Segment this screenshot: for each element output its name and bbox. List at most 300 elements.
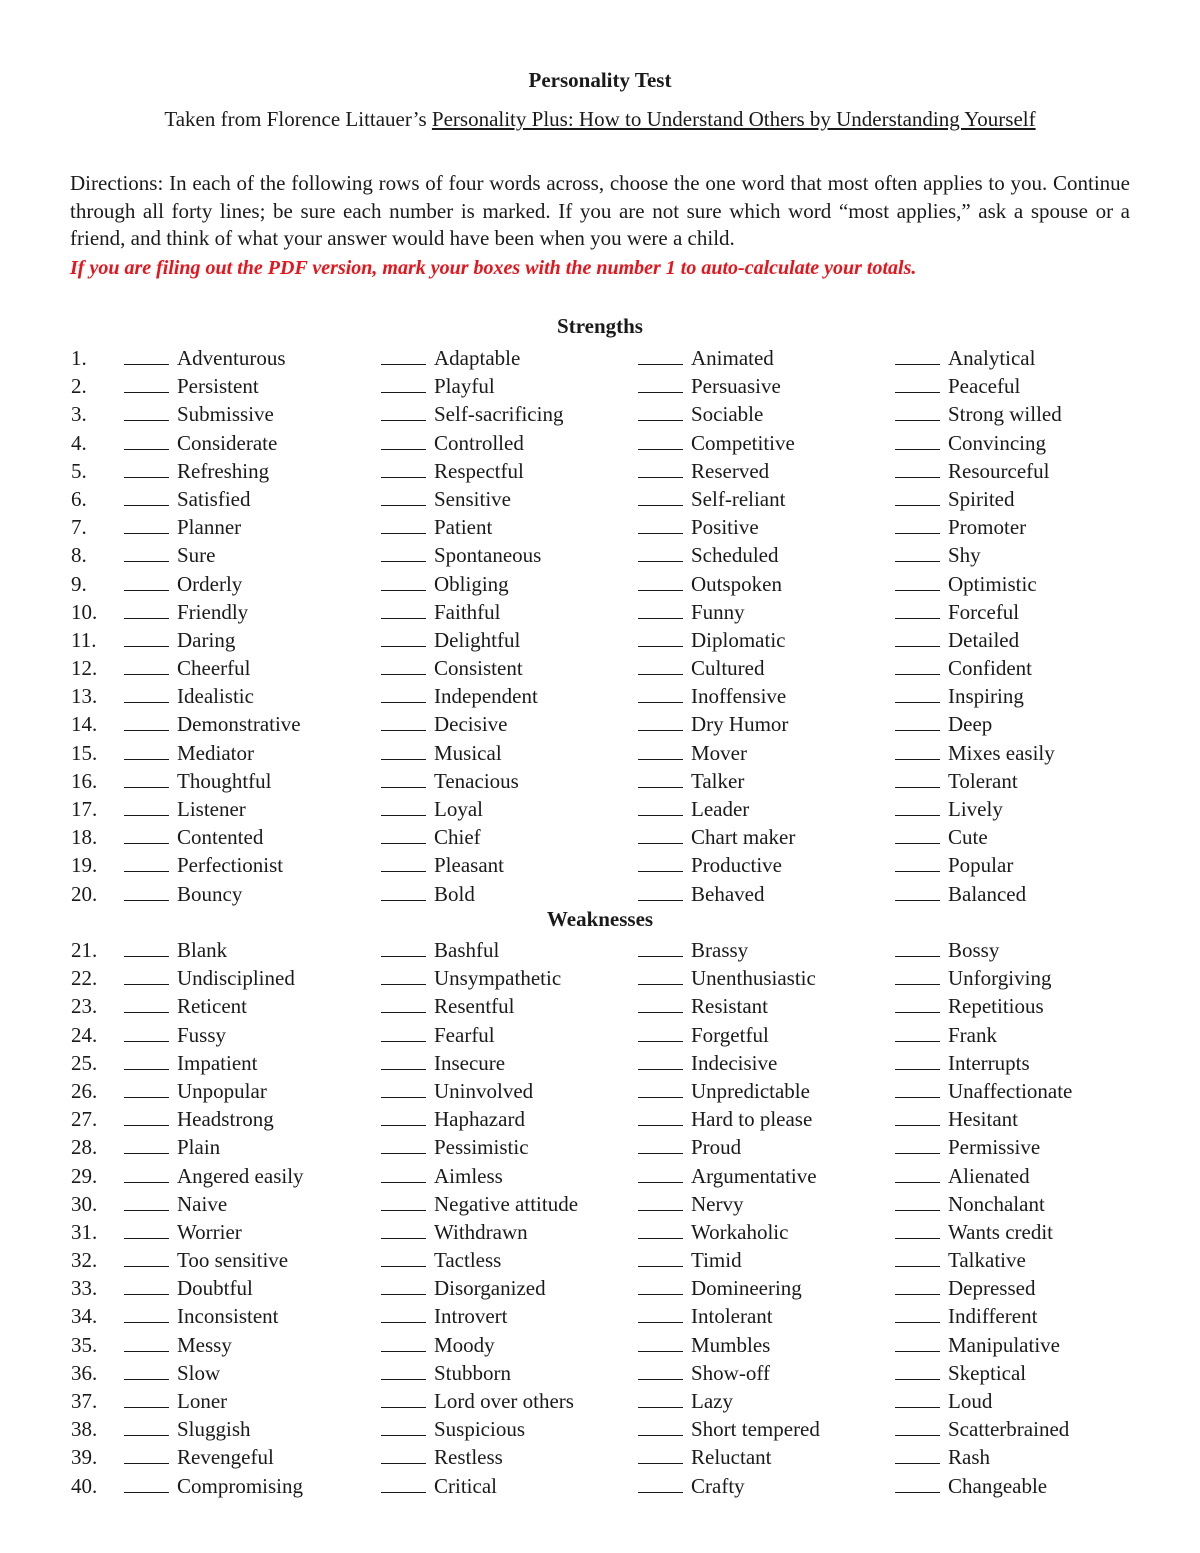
answer-blank[interactable] [895,570,940,591]
word-option [381,682,538,710]
answer-blank[interactable] [638,1274,683,1295]
answer-blank[interactable] [124,710,169,731]
word-label: Tenacious [434,768,519,793]
answer-blank[interactable] [124,1472,169,1493]
answer-blank[interactable] [124,654,169,675]
word-label: Unenthusiastic [691,966,816,991]
answer-blank[interactable] [381,598,426,619]
answer-blank[interactable] [638,880,683,901]
answer-blank[interactable] [638,851,683,872]
answer-blank[interactable] [638,1021,683,1042]
answer-blank[interactable] [124,1359,169,1380]
answer-blank[interactable] [381,626,426,647]
answer-blank[interactable] [124,626,169,647]
answer-blank[interactable] [638,710,683,731]
row-number: 24. [71,1022,98,1047]
word-label: Independent [434,684,538,709]
word-option [638,710,788,738]
answer-blank[interactable] [381,739,426,760]
answer-blank[interactable] [638,400,683,421]
answer-blank[interactable] [895,1077,940,1098]
word-label: Respectful [434,458,524,483]
answer-blank[interactable] [124,598,169,619]
answer-blank[interactable] [124,429,169,450]
word-label: Promoter [948,515,1027,540]
answer-blank[interactable] [381,1472,426,1493]
answer-blank[interactable] [638,654,683,675]
answer-blank[interactable] [895,1359,940,1380]
answer-blank[interactable] [638,513,683,534]
answer-blank[interactable] [381,964,426,985]
answer-blank[interactable] [124,936,169,957]
word-option [381,1049,505,1077]
answer-blank[interactable] [638,795,683,816]
answer-blank[interactable] [895,1387,940,1408]
word-option [381,372,495,400]
answer-blank[interactable] [638,767,683,788]
word-option [895,1274,1035,1302]
answer-blank[interactable] [381,1218,426,1239]
word-option [638,654,765,682]
answer-blank[interactable] [895,372,940,393]
answer-blank[interactable] [895,400,940,421]
answer-blank[interactable] [124,1443,169,1464]
answer-blank[interactable] [124,1105,169,1126]
answer-blank[interactable] [895,1162,940,1183]
answer-blank[interactable] [638,457,683,478]
word-label: Animated [691,346,774,370]
answer-blank[interactable] [895,710,940,731]
answer-blank[interactable] [895,598,940,619]
question-row [0,964,1200,992]
answer-blank[interactable] [381,682,426,703]
answer-blank[interactable] [895,344,940,365]
answer-blank[interactable] [895,1472,940,1493]
answer-blank[interactable] [381,372,426,393]
answer-blank[interactable] [381,880,426,901]
word-option [895,823,988,851]
answer-blank[interactable] [124,541,169,562]
answer-blank[interactable] [381,429,426,450]
answer-blank[interactable] [381,513,426,534]
answer-blank[interactable] [895,1415,940,1436]
row-number: 20. [71,881,98,906]
answer-blank[interactable] [381,1274,426,1295]
word-option [124,1162,304,1190]
answer-blank[interactable] [895,1049,940,1070]
answer-blank[interactable] [124,1387,169,1408]
answer-blank[interactable] [381,710,426,731]
row-number: 16. [71,768,98,793]
word-label: Inoffensive [691,684,787,709]
word-label: Introvert [434,1304,508,1329]
word-label: Unpredictable [691,1078,810,1103]
word-label: Resourceful [948,458,1050,483]
word-label: Slow [177,1360,221,1385]
word-option [895,880,1026,908]
answer-blank[interactable] [124,344,169,365]
answer-blank[interactable] [124,823,169,844]
word-label: Self-sacrificing [434,402,564,427]
answer-blank[interactable] [124,682,169,703]
answer-blank[interactable] [895,795,940,816]
question-row [0,626,1200,654]
word-option [895,1133,1040,1161]
word-option [895,1021,997,1049]
word-label: Mediator [177,740,254,765]
word-option [895,372,1020,400]
word-label: Wants credit [948,1219,1054,1244]
answer-blank[interactable] [381,1359,426,1380]
answer-blank[interactable] [638,936,683,957]
answer-blank[interactable] [638,372,683,393]
answer-blank[interactable] [124,400,169,421]
answer-blank[interactable] [895,1190,940,1211]
answer-blank[interactable] [381,457,426,478]
word-option [895,1105,1018,1133]
word-label: Friendly [177,599,249,624]
answer-blank[interactable] [638,1077,683,1098]
answer-blank[interactable] [638,1190,683,1211]
word-label: Pessimistic [434,1135,529,1160]
answer-blank[interactable] [124,372,169,393]
word-label: Mumbles [691,1332,771,1357]
word-option [124,429,277,457]
answer-blank[interactable] [124,485,169,506]
question-row [0,1162,1200,1190]
answer-blank[interactable] [124,1077,169,1098]
answer-blank[interactable] [638,682,683,703]
answer-blank[interactable] [638,1133,683,1154]
word-option [638,767,744,795]
answer-blank[interactable] [124,1302,169,1323]
word-label: Doubtful [177,1276,253,1301]
answer-blank[interactable] [638,626,683,647]
word-label: Revengeful [177,1445,274,1470]
word-label: Orderly [177,571,243,596]
word-option [124,1302,278,1330]
answer-blank[interactable] [381,541,426,562]
word-label: Bold [434,881,475,906]
answer-blank[interactable] [895,485,940,506]
word-option [895,682,1024,710]
word-option [381,513,492,541]
word-option [124,1443,274,1471]
word-option [895,344,1035,372]
answer-blank[interactable] [124,1246,169,1267]
answer-blank[interactable] [124,964,169,985]
word-option [638,1077,810,1105]
answer-blank[interactable] [638,1387,683,1408]
word-option [381,1105,525,1133]
answer-blank[interactable] [638,485,683,506]
word-option [124,936,227,964]
question-row [0,1331,1200,1359]
answer-blank[interactable] [895,1302,940,1323]
answer-blank[interactable] [895,541,940,562]
answer-blank[interactable] [638,1246,683,1267]
answer-blank[interactable] [895,626,940,647]
answer-blank[interactable] [381,1133,426,1154]
word-option [895,1049,1030,1077]
answer-blank[interactable] [381,485,426,506]
answer-blank[interactable] [895,1021,940,1042]
answer-blank[interactable] [638,992,683,1013]
question-row [0,1246,1200,1274]
word-label: Listener [177,797,246,821]
word-option [895,964,1051,992]
word-option [638,1246,742,1274]
word-label: Pleasant [434,853,504,878]
answer-blank[interactable] [124,1415,169,1436]
answer-blank[interactable] [381,344,426,365]
row-number: 13. [71,684,98,709]
answer-blank[interactable] [638,1443,683,1464]
word-label: Confident [948,656,1032,681]
word-label: Chief [434,825,481,850]
question-row [0,1472,1200,1500]
answer-blank[interactable] [638,1049,683,1070]
question-row [0,1302,1200,1330]
answer-blank[interactable] [381,1049,426,1070]
answer-blank[interactable] [124,1021,169,1042]
question-row [0,795,1200,823]
answer-blank[interactable] [381,1105,426,1126]
word-label: Plain [177,1135,221,1160]
answer-blank[interactable] [124,1331,169,1352]
word-option [124,1133,220,1161]
answer-blank[interactable] [381,1302,426,1323]
question-row [0,372,1200,400]
answer-blank[interactable] [381,1190,426,1211]
answer-blank[interactable] [124,513,169,534]
row-number: 25. [71,1050,98,1075]
word-label: Angered easily [177,1163,304,1188]
answer-blank[interactable] [381,570,426,591]
answer-blank[interactable] [381,1021,426,1042]
answer-blank[interactable] [124,1133,169,1154]
answer-blank[interactable] [895,739,940,760]
answer-blank[interactable] [895,1218,940,1239]
answer-blank[interactable] [638,1162,683,1183]
row-number: 36. [71,1360,98,1385]
word-label: Workaholic [691,1219,789,1244]
word-label: Uninvolved [434,1078,534,1103]
answer-blank[interactable] [638,739,683,760]
word-label: Resentful [434,994,515,1019]
answer-blank[interactable] [895,513,940,534]
word-label: Resistant [691,994,768,1019]
word-option [381,1133,529,1161]
answer-blank[interactable] [638,344,683,365]
question-row [0,485,1200,513]
answer-blank[interactable] [895,880,940,901]
word-option [124,485,251,513]
word-option [124,372,259,400]
word-label: Intolerant [691,1304,773,1329]
question-row [0,880,1200,908]
answer-blank[interactable] [381,654,426,675]
answer-blank[interactable] [895,851,940,872]
answer-blank[interactable] [638,1218,683,1239]
answer-blank[interactable] [638,1302,683,1323]
answer-blank[interactable] [124,1274,169,1295]
answer-blank[interactable] [895,429,940,450]
question-row [0,823,1200,851]
row-number: 31. [71,1219,98,1244]
answer-blank[interactable] [638,964,683,985]
row-number: 6. [71,486,87,511]
word-option [638,682,786,710]
word-label: Aimless [434,1163,503,1188]
word-option [381,936,499,964]
answer-blank[interactable] [895,1443,940,1464]
word-option [381,795,483,823]
word-label: Depressed [948,1276,1036,1301]
word-label: Decisive [434,712,508,737]
answer-blank[interactable] [381,1077,426,1098]
row-number: 1. [71,346,87,370]
row-number: 39. [71,1445,98,1470]
word-option [124,457,269,485]
answer-blank[interactable] [638,598,683,619]
answer-blank[interactable] [895,1133,940,1154]
word-label: Popular [948,853,1014,878]
word-option [124,1246,288,1274]
answer-blank[interactable] [381,1415,426,1436]
answer-blank[interactable] [124,739,169,760]
answer-blank[interactable] [381,400,426,421]
word-label: Lively [948,797,1003,821]
word-option [638,1387,733,1415]
word-option [381,1387,574,1415]
row-number: 8. [71,543,87,568]
answer-blank[interactable] [124,795,169,816]
answer-blank[interactable] [124,880,169,901]
answer-blank[interactable] [381,1331,426,1352]
word-label: Sensitive [434,486,511,511]
word-label: Indifferent [948,1304,1038,1329]
word-label: Patient [434,515,493,540]
answer-blank[interactable] [638,1105,683,1126]
answer-blank[interactable] [381,1387,426,1408]
word-label: Nervy [691,1191,744,1216]
word-option [124,570,242,598]
word-option [895,739,1055,767]
answer-blank[interactable] [638,1359,683,1380]
answer-blank[interactable] [638,541,683,562]
row-number: 4. [71,430,87,455]
answer-blank[interactable] [381,936,426,957]
word-label: Playful [434,374,495,399]
answer-blank[interactable] [638,570,683,591]
row-number: 26. [71,1078,98,1103]
answer-blank[interactable] [895,964,940,985]
answer-blank[interactable] [381,1246,426,1267]
answer-blank[interactable] [895,1105,940,1126]
answer-blank[interactable] [895,936,940,957]
question-row [0,1049,1200,1077]
answer-blank[interactable] [895,992,940,1013]
answer-blank[interactable] [381,1162,426,1183]
word-option [381,570,509,598]
word-label: Balanced [948,881,1027,906]
word-option [638,936,748,964]
word-label: Fearful [434,1022,495,1047]
word-option [638,739,747,767]
question-row [0,1387,1200,1415]
question-row [0,344,1200,372]
word-option [124,1105,274,1133]
answer-blank[interactable] [381,851,426,872]
answer-blank[interactable] [124,1190,169,1211]
answer-blank[interactable] [638,1331,683,1352]
answer-blank[interactable] [895,823,940,844]
answer-blank[interactable] [638,823,683,844]
word-label: Delightful [434,627,521,652]
answer-blank[interactable] [381,992,426,1013]
word-label: Refreshing [177,458,270,483]
answer-blank[interactable] [124,1049,169,1070]
answer-blank[interactable] [895,682,940,703]
word-option [638,1331,770,1359]
answer-blank[interactable] [638,1472,683,1493]
word-option [638,992,768,1020]
answer-blank[interactable] [381,795,426,816]
word-label: Self-reliant [691,486,786,511]
answer-blank[interactable] [638,429,683,450]
word-label: Diplomatic [691,627,786,652]
word-option [638,626,785,654]
word-label: Positive [691,515,759,540]
answer-blank[interactable] [638,1415,683,1436]
answer-blank[interactable] [124,570,169,591]
answer-blank[interactable] [895,457,940,478]
word-label: Fussy [177,1022,227,1047]
answer-blank[interactable] [895,654,940,675]
subtitle [150,106,1050,133]
answer-blank[interactable] [124,992,169,1013]
page-title: Personality Test [528,68,672,92]
word-option [124,513,241,541]
answer-blank[interactable] [381,823,426,844]
word-option [124,795,246,823]
answer-blank[interactable] [124,1162,169,1183]
answer-blank[interactable] [895,767,940,788]
answer-blank[interactable] [895,1274,940,1295]
word-label: Sluggish [177,1417,251,1442]
answer-blank[interactable] [124,1218,169,1239]
answer-blank[interactable] [381,767,426,788]
row-number: 34. [71,1304,98,1329]
question-row [0,1105,1200,1133]
word-label: Unforgiving [948,966,1052,991]
row-number: 33. [71,1276,98,1301]
answer-blank[interactable] [124,767,169,788]
question-row [0,767,1200,795]
answer-blank[interactable] [895,1331,940,1352]
answer-blank[interactable] [124,851,169,872]
answer-blank[interactable] [895,1246,940,1267]
word-option [124,1331,232,1359]
answer-blank[interactable] [381,1443,426,1464]
question-row [0,654,1200,682]
word-label: Peaceful [948,374,1021,399]
question-row [0,1415,1200,1443]
word-option [638,1472,745,1500]
row-number: 7. [71,515,87,540]
answer-blank[interactable] [124,457,169,478]
